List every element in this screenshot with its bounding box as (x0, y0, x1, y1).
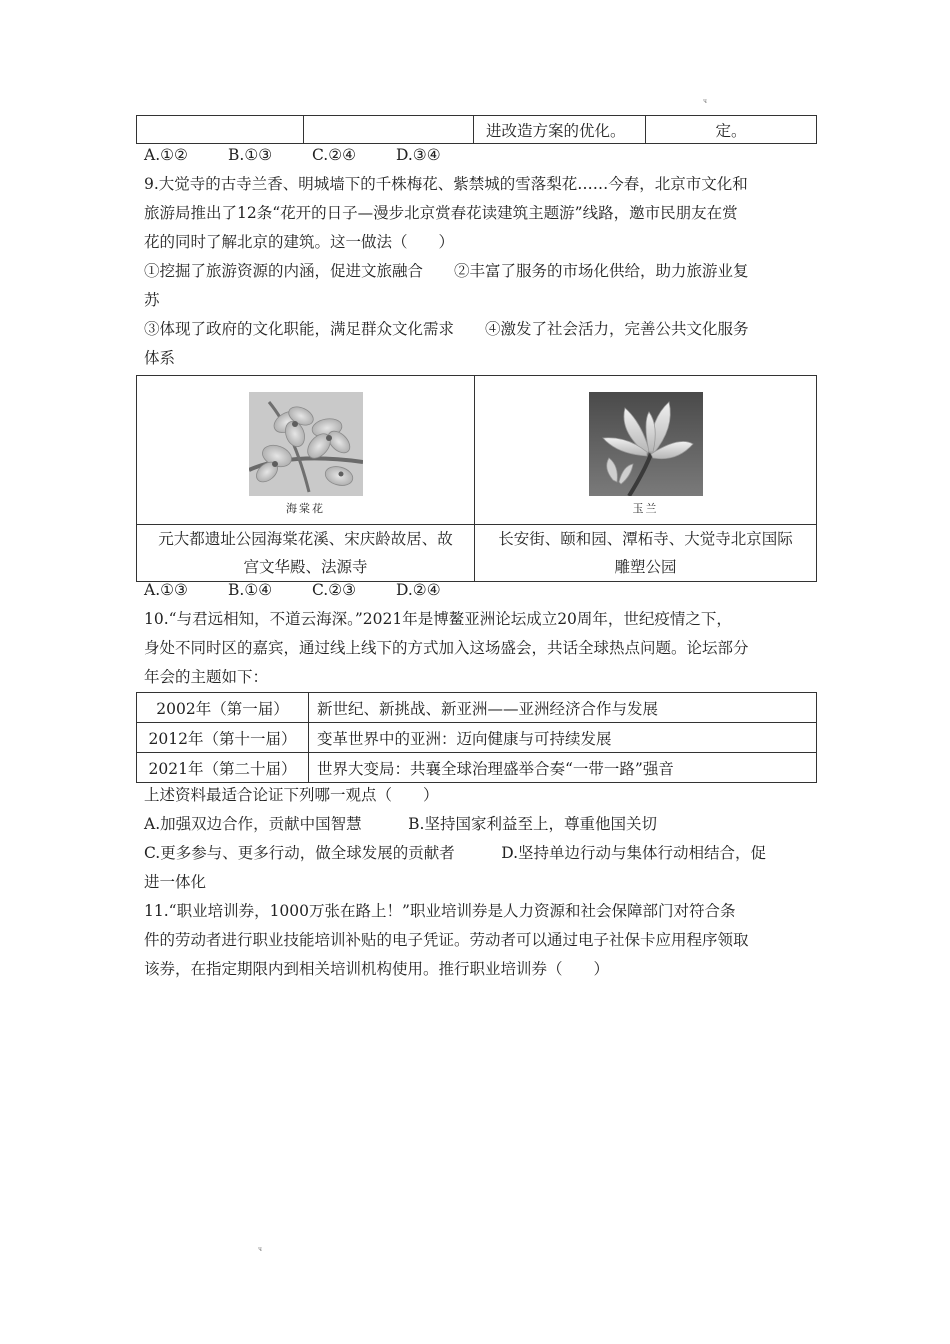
q11-stem-line: 件的劳动者进行职业技能培训补贴的电子凭证。劳动者可以通过电子社保卡应用程序领取 (144, 931, 749, 949)
flower-image-cell (475, 376, 817, 525)
location-cell (137, 525, 475, 582)
year-cell: 2012年（第十一届） (137, 723, 309, 753)
q10-option-line: 进一体化 (144, 873, 207, 891)
q10-option-line: C.更多参与、更多行动，做全球发展的贡献者 D.坚持单边行动与集体行动相结合，促 (144, 844, 767, 862)
location-line: 元大都遗址公园海棠花溪、宋庆龄故居、故 (158, 530, 453, 548)
table-row (137, 723, 817, 753)
q9-options (144, 581, 441, 600)
q9-statement-line: ①挖掘了旅游资源的内涵，促进文旅融合 ②丰富了服务的市场化供给，助力旅游业复 (144, 262, 749, 280)
option: A.①③ (144, 581, 188, 599)
table-row (137, 753, 817, 783)
option: B.①③ (228, 146, 273, 164)
q10-option-line: A.加强双边合作，贡献中国智慧 B.坚持国家利益至上，尊重他国关切 (144, 815, 657, 833)
previous-question-table (136, 115, 817, 144)
q10-stem-line: 10.“与君远相知，不道云海深。”2021年是博鳌亚洲论坛成立20周年，世纪疫情之下， (144, 610, 732, 628)
flower-image-cell (137, 376, 475, 525)
q9-stem-line: 9.大觉寺的古寺兰香、明城墙下的千株梅花、紫禁城的雪落梨花……今春，北京市文化和 (144, 175, 748, 193)
table-cell (304, 116, 474, 144)
year-cell: 2002年（第一届） (137, 693, 309, 723)
q9-statement-line: 体系 (144, 349, 176, 367)
option: D.③④ (396, 146, 441, 164)
location-cell (475, 525, 817, 582)
q10-stem-line: 身处不同时区的嘉宾，通过线上线下的方式加入这场盛会，共话全球热点问题。论坛部分 (144, 639, 749, 657)
image-caption: 海棠花 (286, 501, 325, 515)
paragraph-mark-bottom: ч (258, 1246, 262, 1253)
q10-stem-line: 年会的主题如下： (144, 668, 269, 686)
paragraph-mark-top: ч (703, 98, 707, 105)
year-cell: 2021年（第二十届） (137, 753, 309, 783)
location-line: 长安街、颐和园、潭柘寺、大觉寺北京国际 (498, 530, 793, 548)
q9-statement-line: 苏 (144, 291, 160, 309)
table-row (137, 693, 817, 723)
location-line: 宫文华殿、法源寺 (243, 558, 368, 576)
table-cell: 定。 (646, 116, 817, 144)
q11-stem-line: 11.“职业培训券，1000万张在路上！”职业培训券是人力资源和社会保障部门对符合条 (144, 902, 736, 920)
theme-cell: 世界大变局：共襄全球治理盛举合奏“一带一路”强音 (309, 753, 817, 783)
option: B.①④ (228, 581, 273, 599)
q8-options (144, 146, 441, 165)
image-caption: 玉兰 (632, 501, 659, 515)
q9-stem-line: 旅游局推出了12条“花开的日子—漫步北京赏春花读建筑主题游”线路，邀市民朋友在赏 (144, 204, 738, 222)
q11-stem-line: 该券，在指定期限内到相关培训机构使用。推行职业培训券（ ） (144, 960, 610, 978)
option: A.①② (144, 146, 188, 164)
q10-question: 上述资料最适合论证下列哪一观点（ ） (144, 786, 439, 804)
q9-stem-line: 花的同时了解北京的建筑。这一做法（ ） (144, 233, 455, 251)
theme-cell: 变革世界中的亚洲：迈向健康与可持续发展 (309, 723, 817, 753)
theme-cell: 新世纪、新挑战、新亚洲——亚洲经济合作与发展 (309, 693, 817, 723)
table-cell: 进改造方案的优化。 (474, 116, 646, 144)
magnolia-flower-photo (589, 392, 703, 496)
location-line: 雕塑公园 (614, 558, 677, 576)
crabapple-flower-photo (249, 392, 363, 496)
option: D.②④ (396, 581, 441, 599)
option: C.②④ (312, 146, 357, 164)
table-cell (137, 116, 304, 144)
option: C.②③ (312, 581, 357, 599)
q9-statement-line: ③体现了政府的文化职能，满足群众文化需求 ④激发了社会活力，完善公共文化服务 (144, 320, 749, 338)
forum-theme-table (136, 692, 817, 783)
flower-table (136, 375, 817, 582)
